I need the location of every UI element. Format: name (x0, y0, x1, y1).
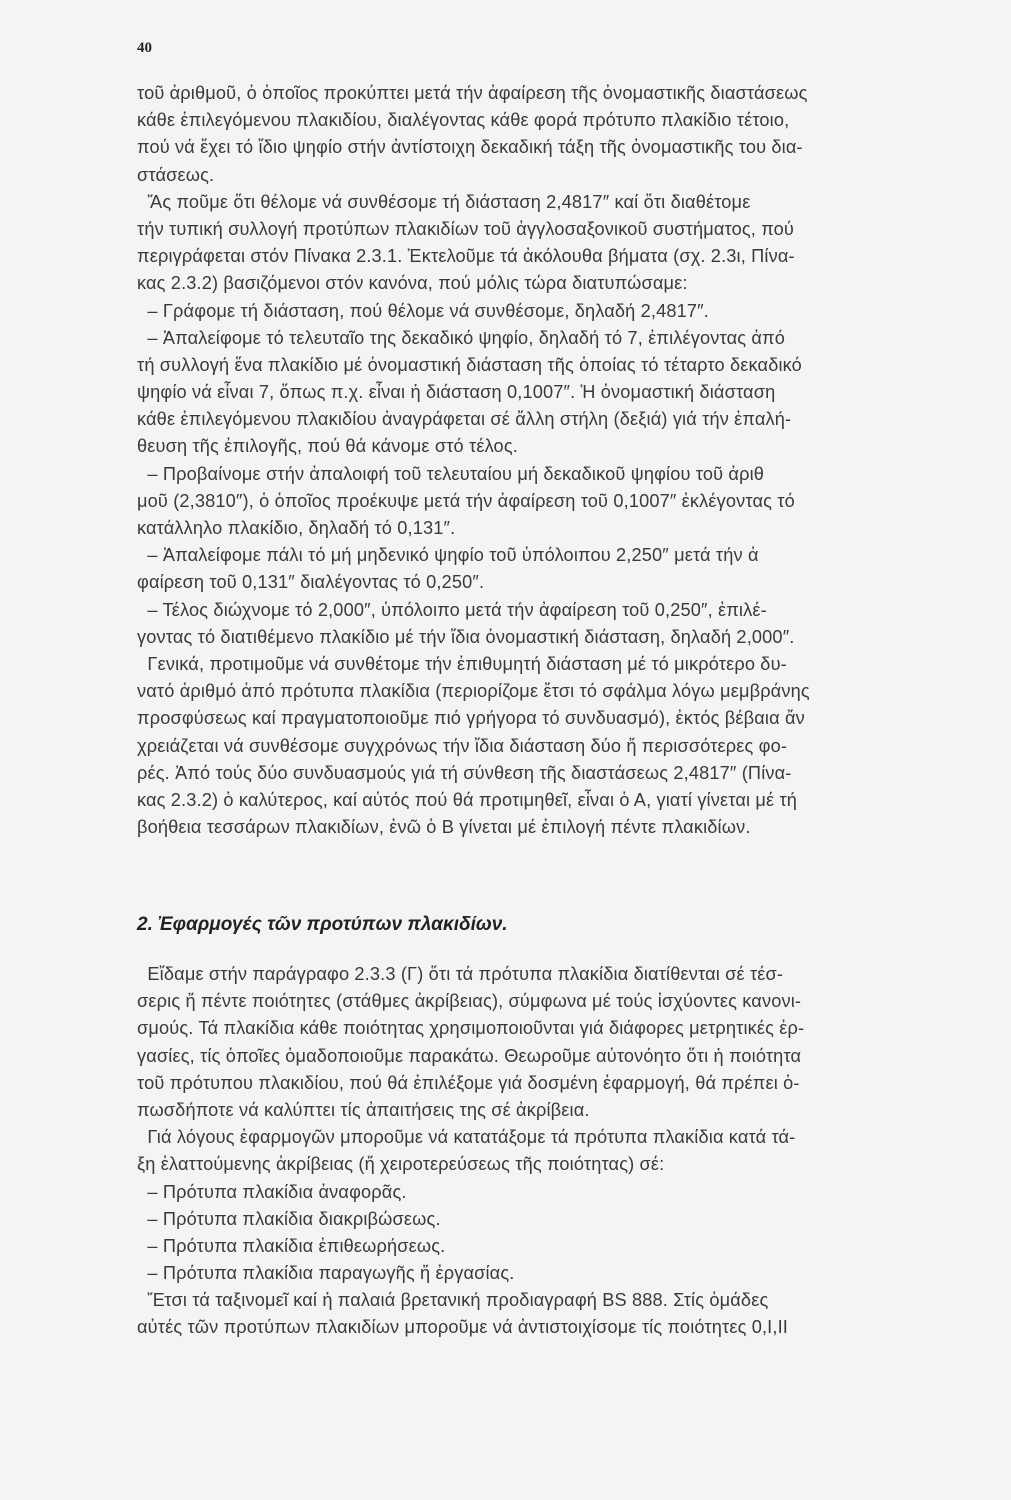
text-line: σερις ἤ πέντε ποιότητες (στάθμες ἀκρίβειας), σύμφωνα μέ τούς ἰσχύοντες κανονι- (137, 991, 802, 1012)
text-line: Γενικά, προτιμοῦμε νά συνθέτομε τήν ἐπιθυμητή διάσταση μέ τό μικρότερο δυ- (137, 653, 787, 674)
text-line: τοῦ πρότυπου πλακιδίου, πού θά ἐπιλέξομε γιά δοσμένη ἐφαρμογή, θά πρέπει ὁ- (137, 1072, 800, 1093)
text-line: πού νά ἔχει τό ἴδιο ψηφίο στήν ἀντίστοιχη δεκαδική τάξη τῆς ὀνομαστικῆς του δια- (137, 137, 803, 158)
text-line: ξη ἐλαττούμενης ἀκρίβειας (ἤ χειροτερεύσεως τῆς ποιότητας) σέ: (137, 1154, 665, 1175)
text-line: περιγράφεται στόν Πίνακα 2.3.1. Ἐκτελοῦμε τά ἀκόλουθα βήματα (σχ. 2.3ι, Πίνα- (137, 246, 795, 267)
text-line: τοῦ ἀριθμοῦ, ὁ ὁποῖος προκύπτει μετά τήν ἀφαίρεση τῆς ὀνομαστικῆς διαστάσεως (137, 83, 808, 103)
text-line: βοήθεια τεσσάρων πλακιδίων, ἐνῶ ὁ Β γίνεται μέ ἐπιλογή πέντε πλακιδίων. (137, 817, 751, 838)
text-line: θευση τῆς ἐπιλογῆς, πού θά κάνομε στό τέλος. (137, 436, 518, 457)
text-line: χρειάζεται νά συνθέσομε συγχρόνως τήν ἴδια διάσταση δύο ἤ περισσότερες φο- (137, 735, 788, 756)
text-line: – Πρότυπα πλακίδια διακριβώσεως. (137, 1208, 441, 1229)
page-number: 40 (137, 40, 152, 56)
text-line: τήν τυπική συλλογή προτύπων πλακιδίων τοῦ ἀγγλοσαξονικοῦ συστήματος, πού (137, 218, 794, 239)
text-line: σμούς. Τά πλακίδια κάθε ποιότητας χρησιμοποιοῦνται γιά διάφορες μετρητικές ἐρ- (137, 1018, 805, 1039)
text-line: ψηφίο νά εἶναι 7, ὅπως π.χ. εἶναι ἡ διάσταση 0,1007″. Ἡ ὀνομαστική διάσταση (137, 382, 776, 403)
text-line: κας 2.3.2) βασιζόμενοι στόν κανόνα, πού μόλις τώρα διατυπώσαμε: (137, 273, 688, 294)
text-line: μοῦ (2,3810″), ὁ ὁποῖος προέκυψε μετά τήν ἀφαίρεση τοῦ 0,1007″ ἐκλέγοντας τό (137, 490, 795, 511)
text-line: – Προβαίνομε στήν ἀπαλοιφή τοῦ τελευταίου μή δεκαδικοῦ ψηφίου τοῦ ἀριθ (137, 463, 765, 484)
text-line: κάθε ἐπιλεγόμενου πλακιδίου, διαλέγοντας κάθε φορά πρότυπο πλακίδιο τέτοιο, (137, 110, 790, 131)
text-line: – Τέλος διώχνομε τό 2,000″, ὑπόλοιπο μετά τήν ἀφαίρεση τοῦ 0,250″, ἐπιλέ- (137, 599, 767, 620)
text-line: κάθε ἐπιλεγόμενου πλακιδίου ἀναγράφεται σέ ἄλλη στήλη (δεξιά) γιά τήν ἐπαλή- (137, 409, 792, 430)
text-line: πωσδήποτε νά καλύπτει τίς ἀπαιτήσεις της σέ ἀκρίβεια. (137, 1099, 590, 1120)
section-heading: 2. Ἐφαρμογές τῶν προτύπων πλακιδίων. (137, 914, 508, 935)
text-line: κας 2.3.2) ὁ καλύτερος, καί αὐτός πού θά προτιμηθεῖ, εἶναι ὁ Α, γιατί γίνεται μέ τή (137, 789, 798, 810)
text-line: νατό ἀριθμό ἀπό πρότυπα πλακίδια (περιορίζομε ἔτσι τό σφάλμα λόγω μεμβράνης (137, 681, 810, 702)
text-line: ρές. Ἀπό τούς δύο συνδυασμούς γιά τή σύνθεση τῆς διαστάσεως 2,4817″ (Πίνα- (137, 762, 792, 783)
text-line: – Ἀπαλείφομε τό τελευταῖο της δεκαδικό ψηφίο, δηλαδή τό 7, ἐπιλέγοντας ἀπό (137, 327, 785, 348)
text-line: γοντας τό διατιθέμενο πλακίδιο μέ τήν ἴδια ὀνομαστική διάσταση, δηλαδή 2,000″. (137, 626, 795, 647)
text-line: αὐτές τῶν προτύπων πλακιδίων μποροῦμε νά ἀντιστοιχίσομε τίς ποιότητες 0,Ι,ΙΙ (137, 1317, 788, 1338)
text-line: Ἔτσι τά ταξινομεῖ καί ἡ παλαιά βρετανική προδιαγραφή BS 888. Στίς ὁμάδες (137, 1290, 769, 1311)
text-line: – Πρότυπα πλακίδια ἀναφορᾶς. (137, 1181, 407, 1202)
text-line: – Πρότυπα πλακίδια ἐπιθεωρήσεως. (137, 1235, 446, 1256)
text-line: φαίρεση τοῦ 0,131″ διαλέγοντας τό 0,250″. (137, 572, 485, 593)
text-line: προσφύσεως καί πραγματοποιοῦμε πιό γρήγορα τό συνδυασμό), ἐκτός βέβαια ἄν (137, 708, 805, 729)
text-line: τή συλλογή ἕνα πλακίδιο μέ ὀνομαστική διάσταση τῆς ὁποίας τό τέταρτο δεκαδικό (137, 354, 802, 375)
text-line: – Πρότυπα πλακίδια παραγωγῆς ἤ ἐργασίας. (137, 1263, 515, 1284)
text-line: Εἴδαμε στήν παράγραφο 2.3.3 (Γ) ὅτι τά πρότυπα πλακίδια διατίθενται σέ τέσ- (137, 964, 784, 984)
text-line: γασίες, τίς ὁποῖες ὁμαδοποιοῦμε παρακάτω. Θεωροῦμε αὐτονόητο ὅτι ἡ ποιότητα (137, 1045, 802, 1066)
body-text-section-2 (137, 961, 965, 1342)
body-text-section-1 (137, 80, 965, 841)
text-line: – Γράφομε τή διάσταση, πού θέλομε νά συνθέσομε, δηλαδή 2,4817″. (137, 300, 709, 321)
text-line: στάσεως. (137, 164, 215, 185)
text-line: κατάλληλο πλακίδιο, δηλαδή τό 0,131″. (137, 518, 456, 538)
text-line: – Ἀπαλείφομε πάλι τό μή μηδενικό ψηφίο τοῦ ὑπόλοιπου 2,250″ μετά τήν ἀ (137, 545, 759, 566)
text-line: Ἄς ποῦμε ὅτι θέλομε νά συνθέσομε τή διάσταση 2,4817″ καί ὅτι διαθέτομε (137, 191, 751, 212)
text-line: Γιά λόγους ἐφαρμογῶν μποροῦμε νά κατατάξομε τά πρότυπα πλακίδια κατά τά- (137, 1127, 796, 1148)
